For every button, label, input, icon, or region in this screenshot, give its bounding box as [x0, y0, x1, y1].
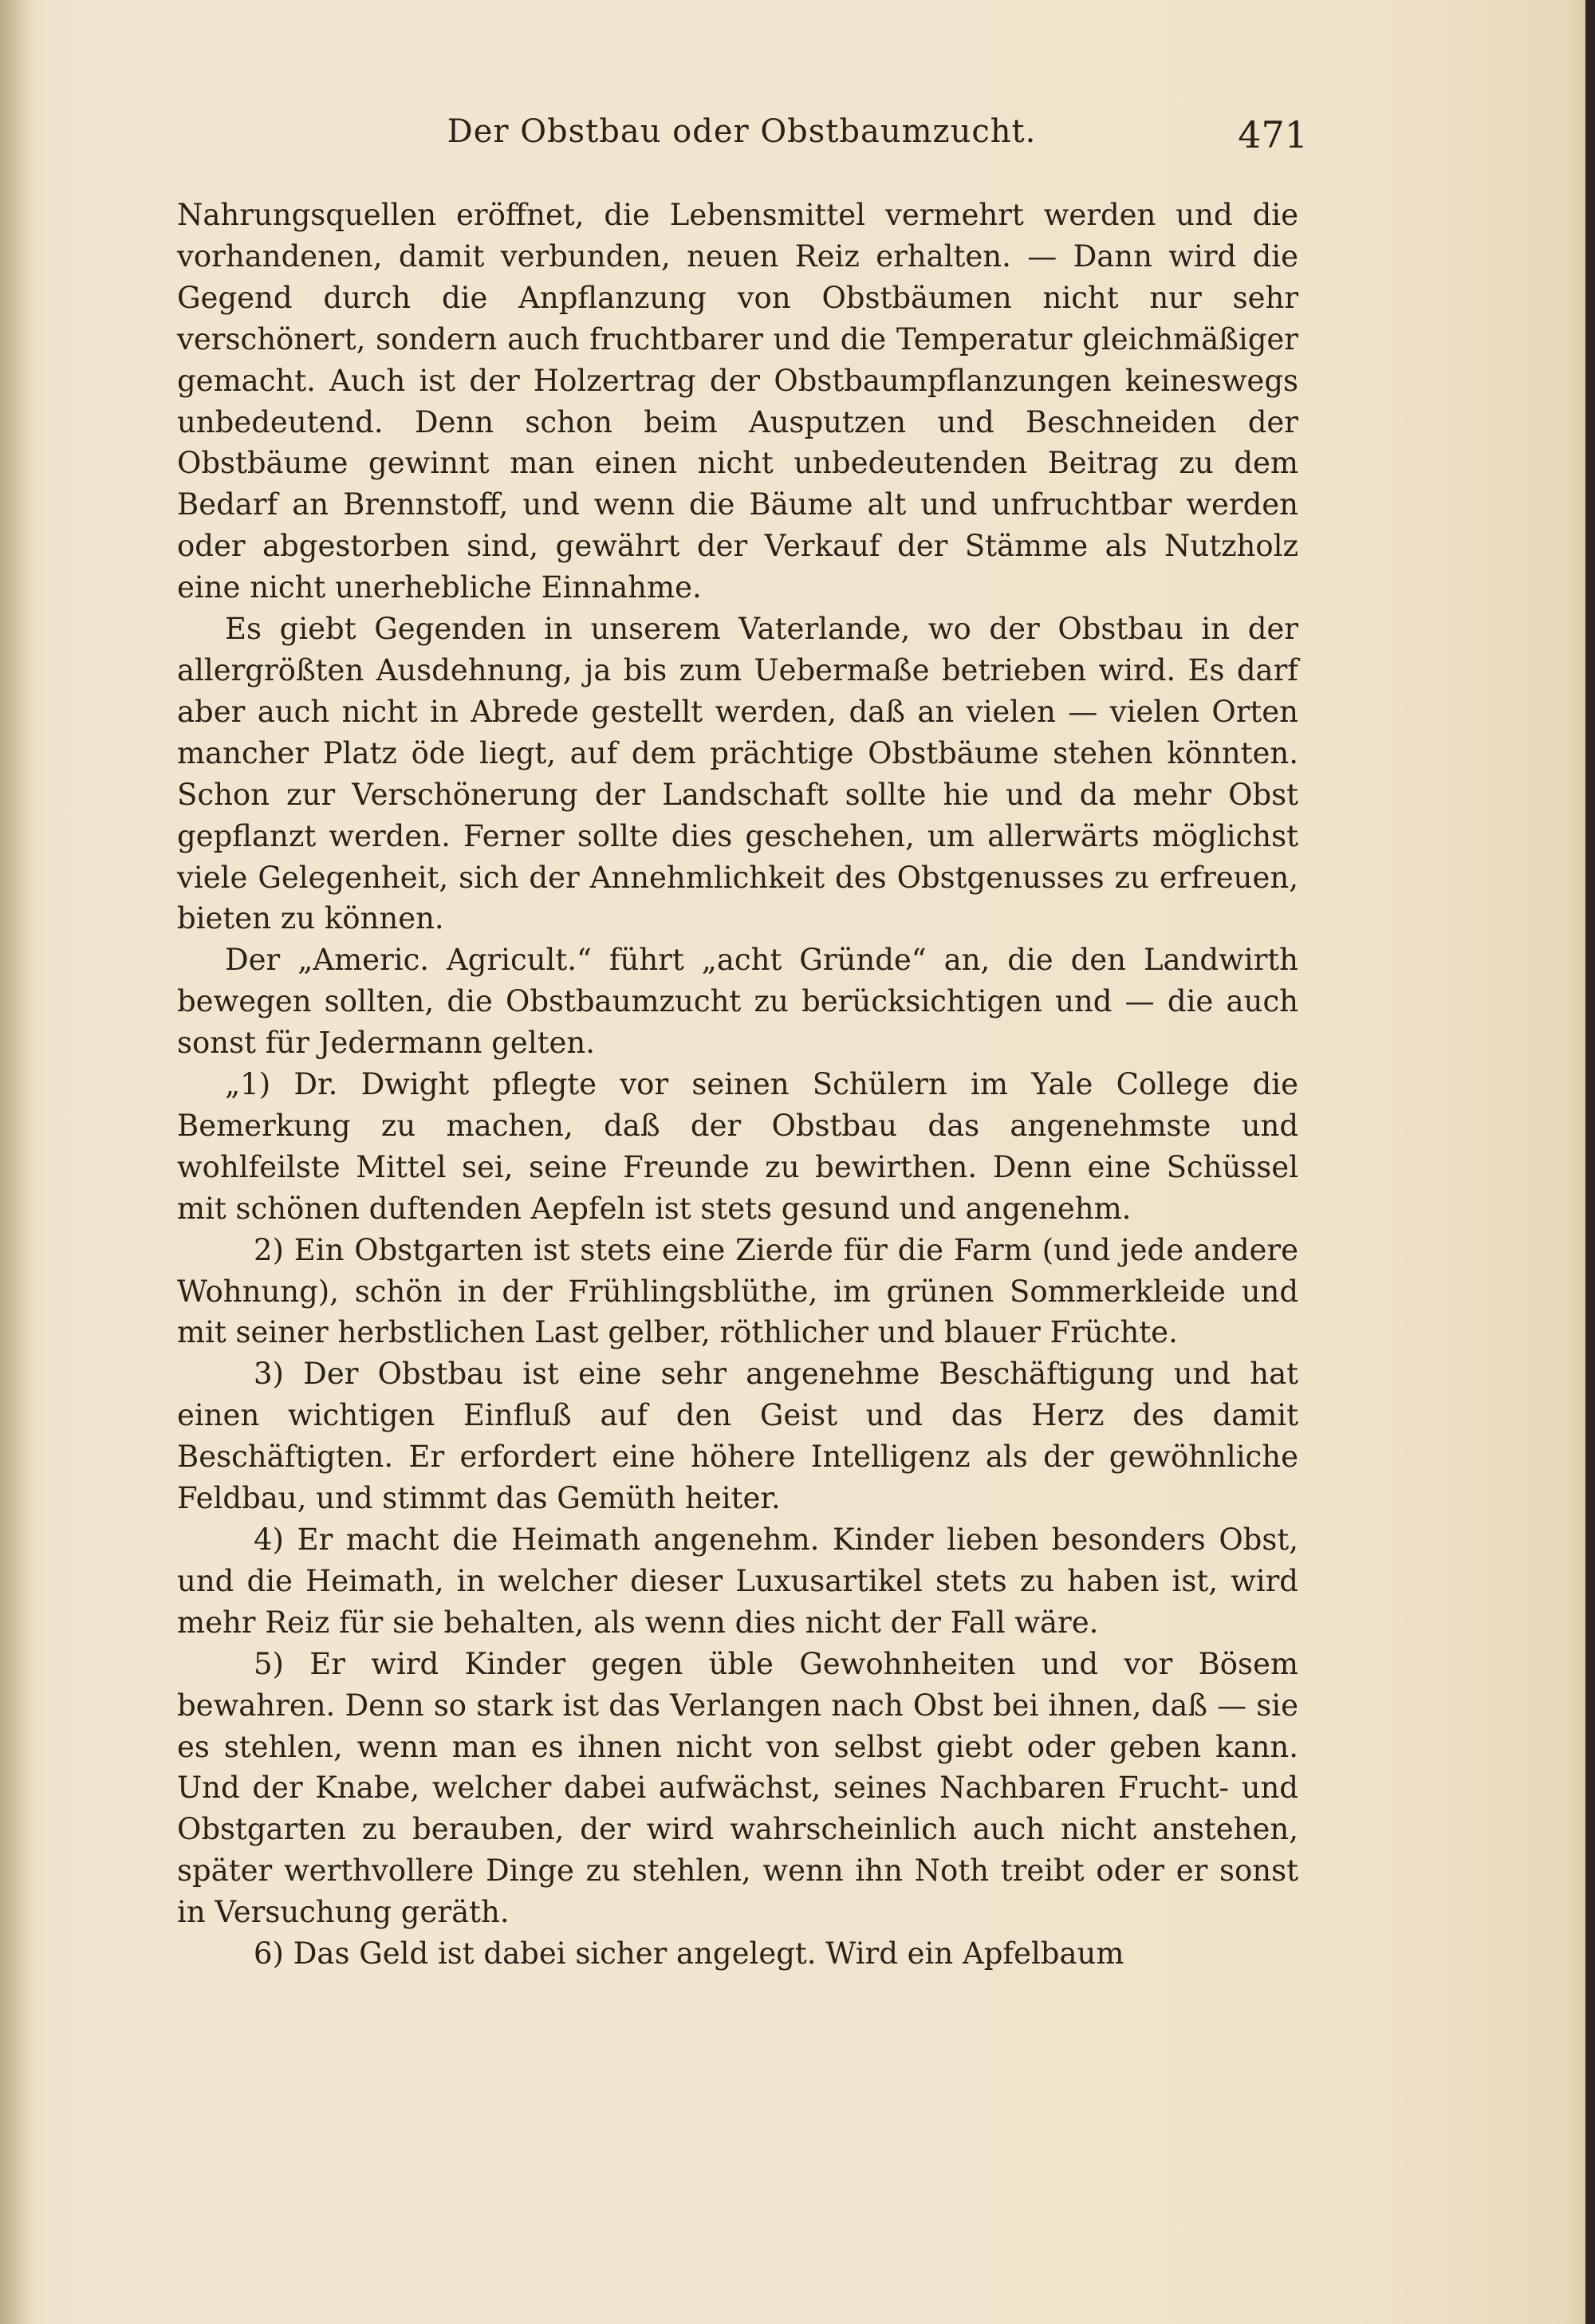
- page-edge: [1585, 0, 1595, 2324]
- running-head: Der Obstbau oder Obstbaumzucht.: [447, 113, 1037, 150]
- paragraph: Der „Americ. Agricult.“ führt „acht Gründe“ an, die den Landwirth bewegen sollten, die Obstbaumzucht zu berücksichtigen und — die auch sonst für Jedermann gelten.: [177, 943, 1298, 1061]
- page-header: [175, 113, 1308, 169]
- paragraph-continuation: Nahrungsquellen eröffnet, die Lebensmittel vermehrt werden und die vorhandenen, damit verbunden, neuen Reiz erhalten. — Dann wird die Gegend durch die Anpflanzung von Obstbäumen nicht nur sehr verschönert, sondern auch fruchtbarer und die Temperatur gleichmäßiger gemacht. Auch ist der Holzertrag der Obstbaumpflanzungen keineswegs unbedeutend. Denn schon beim Ausputzen und Beschneiden der Obstbäume gewinnt man einen nicht unbedeutenden Beitrag zu dem Bedarf an Brennstoff, und wenn die Bäume alt und unfruchtbar werden oder abgestorben sind, gewährt der Verkauf der Stämme als Nutzholz eine nicht unerhebliche Einnahme.: [177, 198, 1298, 605]
- list-item-5: 5) Er wird Kinder gegen üble Gewohnheiten und vor Bösem bewahren. Denn so stark ist das Verlangen nach Obst bei ihnen, daß — sie es stehlen, wenn man es ihnen nicht von selbst giebt oder geben kann. Und der Knabe, welcher dabei aufwächst, seines Nachbaren Frucht- und Obstgarten zu berauben, der wird wahrscheinlich auch nicht anstehen, später werthvollere Dinge zu stehlen, wenn ihn Noth treibt oder er sonst in Versuchung geräth.: [177, 1646, 1298, 1930]
- list-item-3: 3) Der Obstbau ist eine sehr angenehme Beschäftigung und hat einen wichtigen Einfluß auf den Geist und das Herz des damit Beschäftigten. Er erfordert eine höhere Intelligenz als der gewöhnliche Feldbau, und stimmt das Gemüth heiter.: [177, 1357, 1298, 1516]
- paragraph: Es giebt Gegenden in unserem Vaterlande, wo der Obstbau in der allergrößten Ausdehnung, ja bis zum Uebermaße betrieben wird. Es darf aber auch nicht in Abrede gestellt werden, daß an vielen — vielen Orten mancher Platz öde liegt, auf dem prächtige Obstbäume stehen könnten. Schon zur Verschönerung der Landschaft sollte hie und da mehr Obst gepflanzt werden. Ferner sollte dies geschehen, um allerwärts möglichst viele Gelegenheit, sich der Annehmlichkeit des Obstgenusses zu erfreuen, bieten zu können.: [177, 612, 1298, 936]
- page-number: 471: [1238, 113, 1308, 156]
- list-item-2: 2) Ein Obstgarten ist stets eine Zierde für die Farm (und jede andere Wohnung), schön in der Frühlingsblüthe, im grünen Sommerkleide und mit seiner herbstlichen Last gelber, röthlicher und blauer Früchte.: [177, 1232, 1298, 1350]
- list-item-1: „1) Dr. Dwight pflegte vor seinen Schülern im Yale College die Bemerkung zu machen, daß der Obstbau das angenehmste und wohlfeilste Mittel sei, seine Freunde zu bewirthen. Denn eine Schüssel mit schönen duftenden Aepfeln ist stets gesund und angenehm.: [177, 1067, 1298, 1226]
- list-item-4: 4) Er macht die Heimath angenehm. Kinder lieben besonders Obst, und die Heimath, in welcher dieser Luxusartikel stets zu haben ist, wird mehr Reiz für sie behalten, als wenn dies nicht der Fall wäre.: [177, 1522, 1298, 1640]
- binding-gutter-shadow: [0, 0, 32, 2324]
- body-text: [177, 195, 1298, 1975]
- list-item-6: 6) Das Geld ist dabei sicher angelegt. Wird ein Apfelbaum: [254, 1936, 1124, 1971]
